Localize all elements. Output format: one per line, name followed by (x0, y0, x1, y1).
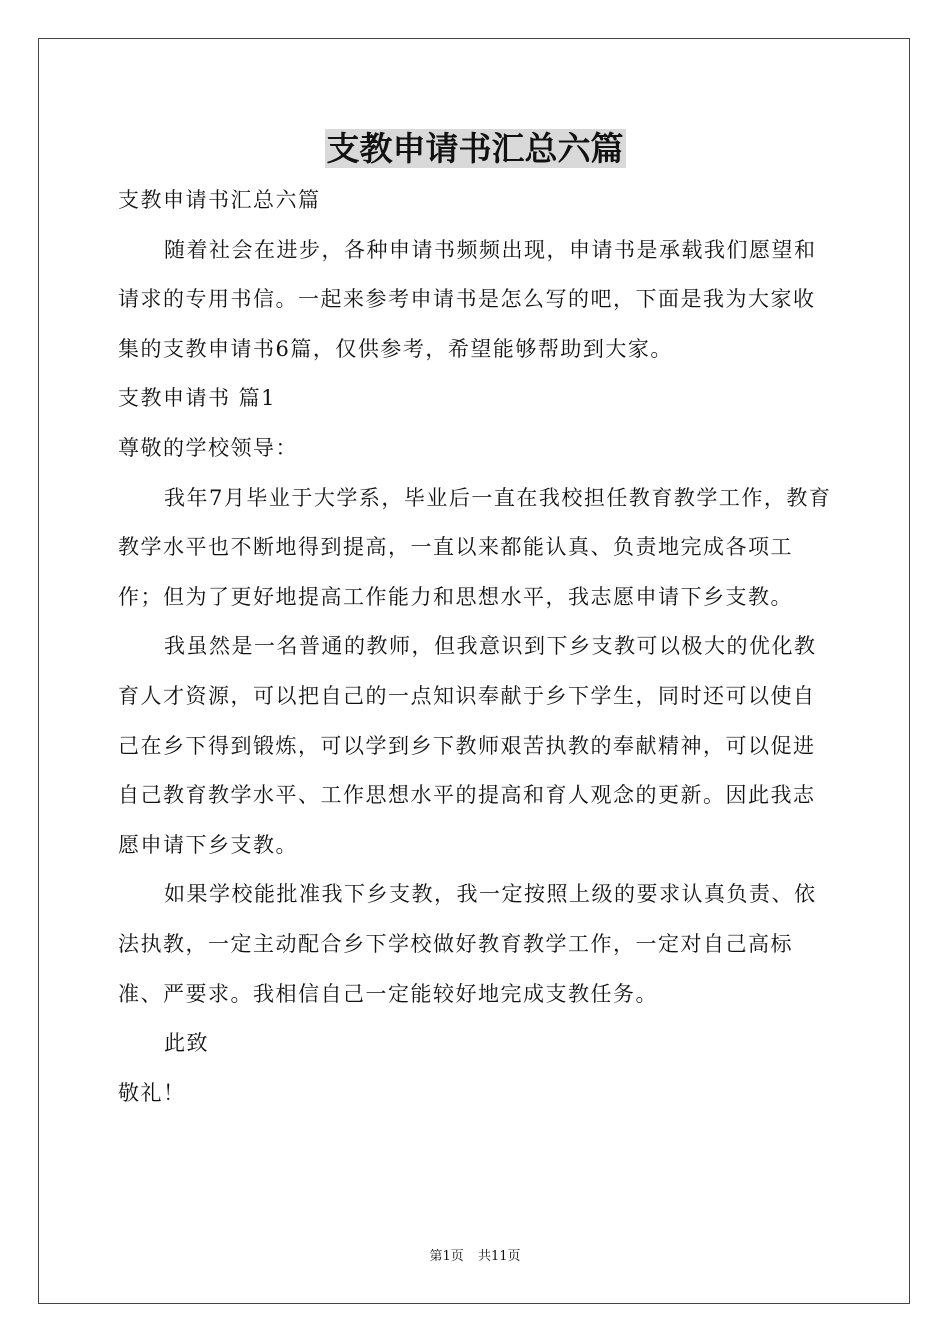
page-footer (0, 1248, 950, 1266)
closing-phrase: 此致 (164, 1031, 209, 1056)
document-title (0, 126, 950, 172)
closing-salute: 敬礼！ (118, 1080, 186, 1105)
document-body (118, 176, 834, 1118)
section-heading: 支教申请书 篇1 (118, 386, 277, 411)
page-number: 第1页 (429, 1249, 464, 1264)
paragraph-body-2: 我虽然是一名普通的教师，但我意识到下乡支教可以极大的优化教育人才资源，可以把自己的一点知识奉献于乡下学生，同时还可以使自己在乡下得到锻炼，可以学到乡下教师艰苦执教的奉献精神，可以促进自己教育教学水平、工作思想水平的提高和育人观念的更新。因此我志愿申请下乡支教。 (118, 634, 817, 857)
paragraph-body-3: 如果学校能批准我下乡支教，我一定按照上级的要求认真负责、依法执教，一定主动配合乡下学校做好教育教学工作，一定对自己高标准、严要求。我相信自己一定能较好地完成支教任务。 (118, 882, 817, 1006)
document-title-text: 支教申请书汇总六篇 (326, 129, 624, 168)
paragraph-intro: 随着社会在进步，各种申请书频频出现，申请书是承载我们愿望和请求的专用书信。一起来参考申请书是怎么写的吧，下面是我为大家收集的支教申请书6篇，仅供参考，希望能够帮助到大家。 (118, 237, 817, 361)
paragraph-body-1: 我年7月毕业于大学系，毕业后一直在我校担任教育教学工作，教育教学水平也不断地得到提高，一直以来都能认真、负责地完成各项工作；但为了更好地提高工作能力和思想水平，我志愿申请下乡支教。 (118, 485, 832, 609)
salutation: 尊敬的学校领导： (118, 435, 298, 460)
paragraph-subtitle: 支教申请书汇总六篇 (118, 188, 321, 212)
page-total: 共11页 (477, 1249, 521, 1264)
